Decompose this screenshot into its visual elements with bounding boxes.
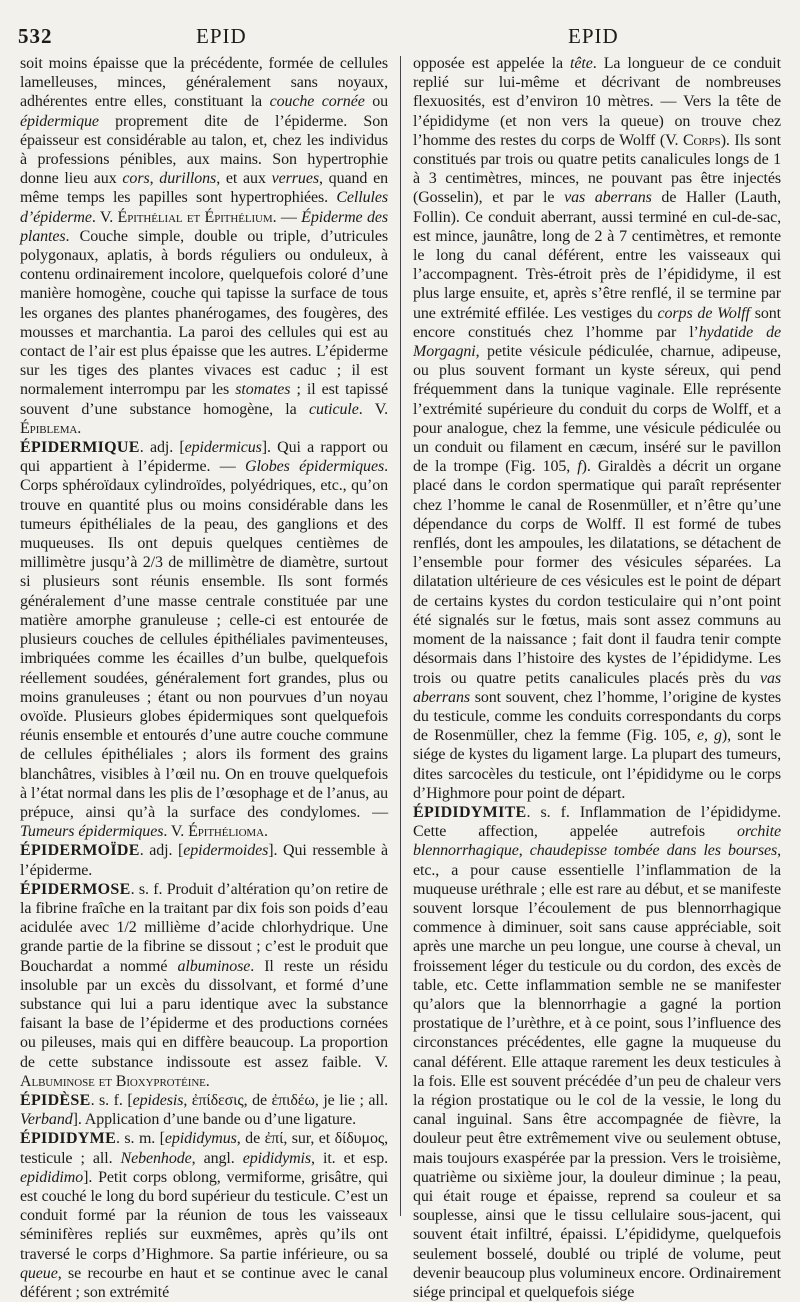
entry-epididymite: ÉPIDIDYMITE. s. f. Inflammation de l’épididyme. Cette affection, appelée autrefois orchite blennorrhagique, chaudepisse tombée dans les bourses, etc., a pour cause essentielle l’inflammation de la muqueuse uréthrale ; elle est rare au début, et se manifeste souvent lorsque l’écoulement de pus blennorrhagique commence à diminuer, soit sans cause appréciable, soit après une marche un peu longue, une course à cheval, un froissement léger du testicule ou du cordon, des excès de table, etc. Cette inflammation semble ne se manifester qu’alors que la blennorrhagie a gagné la portion prostatique de l’urèthre, et à ce point, sous l’influence des circonstances précédentes, elle gagne la muqueuse du canal déférent. Elle attaque rarement les deux testicules à la fois. Elle est souvent précédée d’un peu de chaleur vers la région prostatique ou le col de la vessie, le long du canal inguinal. Sans être accompagnée de fièvre, la douleur peut être extrêmement vive ou seulement obtuse, mais toujours exaspérée par la pression. Vers le troisième, quatrième ou sixième jour, la douleur diminue ; la peau, qui était rouge et épaisse, reprend sa couleur et sa souplesse, ainsi que le tissu cellulaire sous-jacent, qui souvent était infiltré, épaissi. L’épididyme, quelquefois seulement bosselé, doublé ou triplé de volume, peut devenir beaucoup plus volumineux encore. Ordinairement siége principal et quelquefois siége (413, 803, 781, 1301)
entry-epidermique: ÉPIDERMIQUE. adj. [epidermicus]. Qui a rapport ou qui appartient à l’épiderme. — Globes épidermiques. Corps sphéroïdaux cylindroïdes, polyédriques, etc., qu’on trouve en quantité plus ou moins considérable dans les tumeurs épithéliales de la peau, des ganglions et des muqueuses. Ils ont depuis quelques centièmes de millimètre jusqu’à 2/3 de millimètre de diamètre, surtout si plusieurs sont réunis ensemble. Ils sont formés généralement d’une masse centrale constituée par une matière amorphe granuleuse ; celle-ci est entourée de plusieurs couches de cellules épithéliales pavimenteuses, imbriquées comme les écailles d’un bulbe, quelquefois réellement soudées, généralement fort grandes, plus ou moins granuleuses ; étant ou non pourvues d’un noyau ovoïde. Plusieurs globes épidermiques sont quelquefois réunis ensemble et entourés d’une autre couche commune de cellules épithéliales ; alors ils forment des grains blanchâtres, visibles à l’œil nu. On en trouve quelquefois à l’état normal dans les plis de l’œsophage et de l’anus, au prépuce, ainsi qu’à la surface des condylomes. — Tumeurs épidermiques. V. Épithélioma. (20, 439, 389, 841)
entry-epiderme-continued: soit moins épaisse que la précédente, formée de cellules lamelleuses, minces, généralement sans noyaux, adhérentes entre elles, constituant la couche cornée ou épidermique proprement dite de l’épiderme. Son épaisseur est considérable au talon, et, chez les individus à professions pénibles, aux mains. Son hypertrophie donne lieu aux cors, durillons, et aux verrues, quand en même temps les papilles sont hypertrophiées. Cellules d’épiderme. V. Épithélial et Épithélium. — Épiderme des plantes. Couche simple, double ou triple, d’utricules polygonaux, aplatis, à bords réguliers ou onduleux, à contenu ordinairement incolore, quelquefois coloré d’une manière homogène, couche qui tapisse la surface de tous les organes des plantes phanérogames, des fougères, des mousses et marchantia. La paroi des cellules qui est au contact de l’air est plus épaisse que les autres. L’épiderme sur les tiges des plantes vivaces est caduc ; il est normalement interrompu par les stomates ; il est tapissé souvent d’une substance homogène, la cuticule. V. Épiblema. (20, 55, 389, 437)
column-divider (400, 56, 401, 1216)
left-column (20, 54, 389, 1301)
page-header (0, 0, 800, 54)
entry-epidermoide: ÉPIDERMOÏDE. adj. [epidermoides]. Qui ressemble à l’épiderme. (20, 842, 389, 879)
headword: ÉPIDERMOSE (20, 880, 131, 898)
entry-epididyme: ÉPIDIDYME. s. m. [epididymus, de ἐπί, sur, et δίδυμος, testicule ; all. Nebenhode, angl. epididymis, it. et esp. epididimo]. Petit corps oblong, vermiforme, grisâtre, qui est couché le long du bord supérieur du testicule. C’est un conduit formé par la réunion de tous les vaisseaux séminifères repliés sur euxmêmes, après qu’ils ont traversé le corps d’Highmore. Sa partie inférieure, ou sa queue, se recourbe en haut et se continue avec le canal déférent ; son extrémité (20, 1130, 388, 1301)
running-head-right: EPID (568, 24, 619, 48)
entry-epididyme-continued: opposée est appelée la tête. La longueur de ce conduit replié sur lui-même et décrivant de nombreuses flexuosités, est d’environ 10 mètres. — Vers la tête de l’épididyme (et non vers la queue) on trouve chez l’homme des restes du corps de Wolff (V. Corps). Ils sont constitués par trois ou quatre petits canalicules longs de 1 à 3 centimètres, minces, ne pouvant pas être injectés (Gosselin), et par le vas aberrans de Haller (Lauth, Follin). Ce conduit aberrant, aussi terminé en cul-de-sac, est mince, jaunâtre, long de 2 à 7 centimètres, et remonte le long du canal déférent, entre les vaisseaux qui l’accompagnent. Très-étroit près de l’épididyme, il est plus large ensuite, et, après s’être renflé, il se termine par une extrémité effilée. Les vestiges du corps de Wolff sont encore constitués chez l’homme par l’hydatide de Morgagni, petite vésicule pédiculée, charnue, adipeuse, ou plus souvent formant un kyste séreux, qui pend fréquemment dans la tunique vaginale. Elle représente l’extrémité supérieure du conduit du corps de Wolff, et a pour analogue, chez la femme, une vésicule pédiculée ou un conduit ou filament en cæcum, inséré sur le pavillon de la trompe (Fig. 105, f). Giraldès a décrit un organe placé dans le cordon spermatique qui paraît représenter chez l’homme le canal de Rosenmüller, et n’être qu’une dépendance du corps de Wolff. Il est formé de tubes renflés, dont les ampoules, les dilatations, se détachent de l’ensemble pour former des vésicules séparées. La dilatation ultérieure de ces vésicules est le point de départ de certains kystes du cordon testiculaire qui n’ont point été signalés sur le fœtus, mais sont assez communs au moment de la naissance ; fait dont il faudra tenir compte désormais dans l’histoire des kystes de l’épididyme. Les trois ou quatre petits canalicules placés près du vas aberrans sont souvent, chez l’homme, l’origine de kystes du testicule, comme les conduits correspondants du corps de Rosenmüller, chez la femme (Fig. 105, e, g), sont le siége de kystes du ligament large. La plupart des tumeurs, dites sarcocèles du testicule, ont l’épididyme ou le corps d’Highmore pour point de départ. (413, 55, 781, 802)
headword: ÉPIDIDYMITE (413, 803, 527, 821)
headword: ÉPIDIDYME (20, 1130, 117, 1148)
running-head-left: EPID (196, 24, 247, 48)
entry-epidermose: ÉPIDERMOSE. s. f. Produit d’altération qu’on retire de la fibrine fraîche en la traitant par dix fois son poids d’eau acidulée avec 1/2 millième d’acide chlorhydrique. Une grande partie de la fibrine se dissout ; c’est le produit que Bouchardat a nommé albuminose. Il reste un résidu insoluble par un excès du dissolvant, et formé d’une substance qui lui a paru identique avec la substance faisant la base de l’épiderme et des productions cornées ou pileuses, mais qui en diffère beaucoup. La proportion de cette substance indissoute est assez faible. V. Albuminose et Bioxyprotéine. (20, 880, 388, 1090)
headword: ÉPIDERMOÏDE (20, 842, 140, 860)
headword: ÉPIDÈSE (20, 1091, 91, 1109)
entry-epidese: ÉPIDÈSE. s. f. [epidesis, ἐπίδεσις, de ἐπιδέω, je lie ; all. Verband]. Application d’une bande ou d’une ligature. (20, 1091, 389, 1129)
page-number: 532 (18, 24, 53, 48)
headword: ÉPIDERMIQUE (20, 439, 140, 457)
right-column (413, 54, 781, 1301)
